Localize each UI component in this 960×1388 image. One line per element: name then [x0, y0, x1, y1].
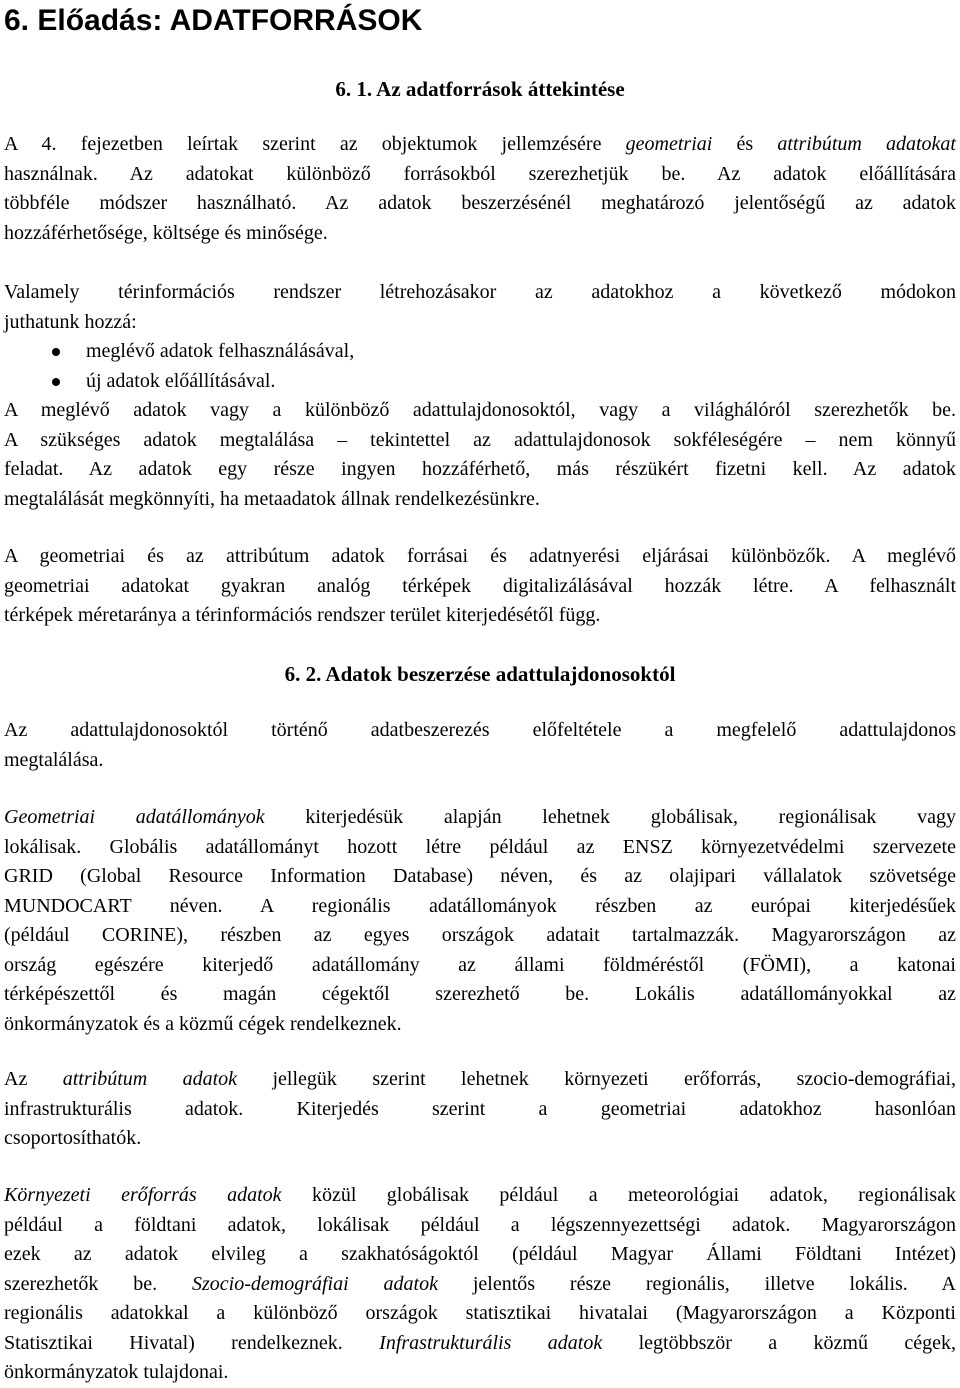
bullet-icon: [52, 348, 60, 356]
text-line: csoportosíthatók.: [4, 1127, 142, 1149]
text-line: szerezhetők be. Szocio-demográfiai adatok jelentős része regionális, illetve lokális. A: [4, 1272, 957, 1295]
text-line: Az attribútum adatok jellegük szerint lehetnek környezeti erőforrás, szocio-demográfiai,: [4, 1068, 957, 1090]
list-item: meglévő adatok felhasználásával,: [4, 337, 956, 367]
text-line: ország egészére kiterjedő adatállomány az állami földméréstől (FÖMI), a katonai: [4, 953, 956, 976]
text-line: használnak. Az adatokat különböző forrásokból szerezhetjük be. Az adatok előállítására: [4, 162, 956, 185]
text-line: térképészettől és magán cégektől szerezhető be. Lokális adatállományokkal az: [4, 983, 956, 1005]
text-line: Geometriai adatállományok kiterjedésük alapján lehetnek globálisak, regionálisak vagy: [4, 806, 956, 828]
text-line: feladat. Az adatok egy része ingyen hozzáférhető, más részükért fizetni kell. Az adatok: [4, 458, 956, 480]
text-line: önkormányzatok tulajdonai.: [4, 1361, 229, 1383]
paragraph-existing-data: [4, 396, 956, 514]
text-line: hozzáférhetősége, költsége és minősége.: [4, 221, 328, 244]
text-line: A 4. fejezetben leírtak szerint az objektumok jellemzésére geometriai és attribútum adatokat: [4, 133, 956, 155]
paragraph-environmental-data: [4, 1181, 956, 1388]
text-line: Az adattulajdonosoktól történő adatbeszerezés előfeltétele a megfelelő adattulajdonos: [4, 719, 956, 741]
text-line: GRID (Global Resource Information Database) néven, és az olajipari vállalatok szövetsége: [4, 865, 956, 887]
bullet-icon: [52, 378, 60, 386]
text-line: infrastrukturális adatok. Kiterjedés szerint a geometriai adatokhoz hasonlóan: [4, 1097, 956, 1120]
paragraph-attribute-data: [4, 1065, 956, 1154]
text-line: térképek méretaránya a térinformációs rendszer terület kiterjedésétől függ.: [4, 604, 601, 626]
text-line: regionális adatokkal a különböző országok statisztikai hivatalai (Magyarországon a Központi: [4, 1302, 956, 1324]
text-line: A meglévő adatok vagy a különböző adattulajdonosoktól, vagy a világhálóról szerezhetők be.: [4, 399, 956, 421]
text-line: Környezeti erőforrás adatok közül globálisak például a meteorológiai adatok, regionálisak: [4, 1184, 957, 1206]
text-line: ezek az adatok elvileg a szakhatóságoktól (például Magyar Állami Földtani Intézet): [4, 1243, 956, 1265]
text-line: geometriai adatokat gyakran analóg térképek digitalizálásával hozzák létre. A felhasznált: [4, 574, 956, 597]
section-heading-6-2: 6. 2. Adatok beszerzése adattulajdonosoktól: [284, 662, 676, 686]
text-line: önkormányzatok és a közmű cégek rendelkeznek.: [4, 1012, 402, 1035]
page-title: 6. Előadás: ADATFORRÁSOK: [4, 4, 423, 37]
paragraph-intro: [4, 130, 956, 248]
text-line: lokálisak. Globális adatállományt hozott létre például az ENSZ környezetvédelmi szervezete: [4, 835, 956, 858]
bullet-list: [4, 337, 956, 396]
text-line: A szükséges adatok megtalálása – tekintettel az adattulajdonosok sokféleségére – nem könnyű: [4, 428, 956, 451]
paragraph-sources: [4, 542, 956, 631]
list-item: új adatok előállításával.: [4, 367, 956, 397]
section-heading-6-1: 6. 1. Az adatforrások áttekintése: [335, 77, 625, 101]
text-line: Valamely térinformációs rendszer létrehozásakor az adatokhoz a következő módokon: [4, 281, 956, 303]
text-line: többféle módszer használható. Az adatok beszerzésénél meghatározó jelentőségű az adatok: [4, 192, 956, 214]
paragraph-owners: [4, 716, 956, 775]
text-line: (például CORINE), részben az egyes országok adatait tartalmazzák. Magyarországon az: [4, 924, 956, 946]
text-line: például a földtani adatok, lokálisak például a légszennyezettségi adatok. Magyarországon: [4, 1213, 956, 1236]
text-line: Statisztikai Hivatal) rendelkeznek. Infrastrukturális adatok legtöbbször a közmű cégek,: [4, 1331, 956, 1354]
text-line: A geometriai és az attribútum adatok forrásai és adatnyerési eljárásai különbözők. A meglévő: [4, 545, 956, 567]
text-line: juthatunk hozzá:: [4, 310, 137, 333]
text-line: megtalálása.: [4, 748, 104, 771]
text-line: megtalálását megkönnyíti, ha metaadatok állnak rendelkezésünkre.: [4, 487, 540, 510]
paragraph-methods: [4, 278, 956, 337]
paragraph-geometric-data: [4, 803, 956, 1039]
text-line: MUNDOCART néven. A regionális adatállományok részben az európai kiterjedésűek: [4, 894, 956, 917]
